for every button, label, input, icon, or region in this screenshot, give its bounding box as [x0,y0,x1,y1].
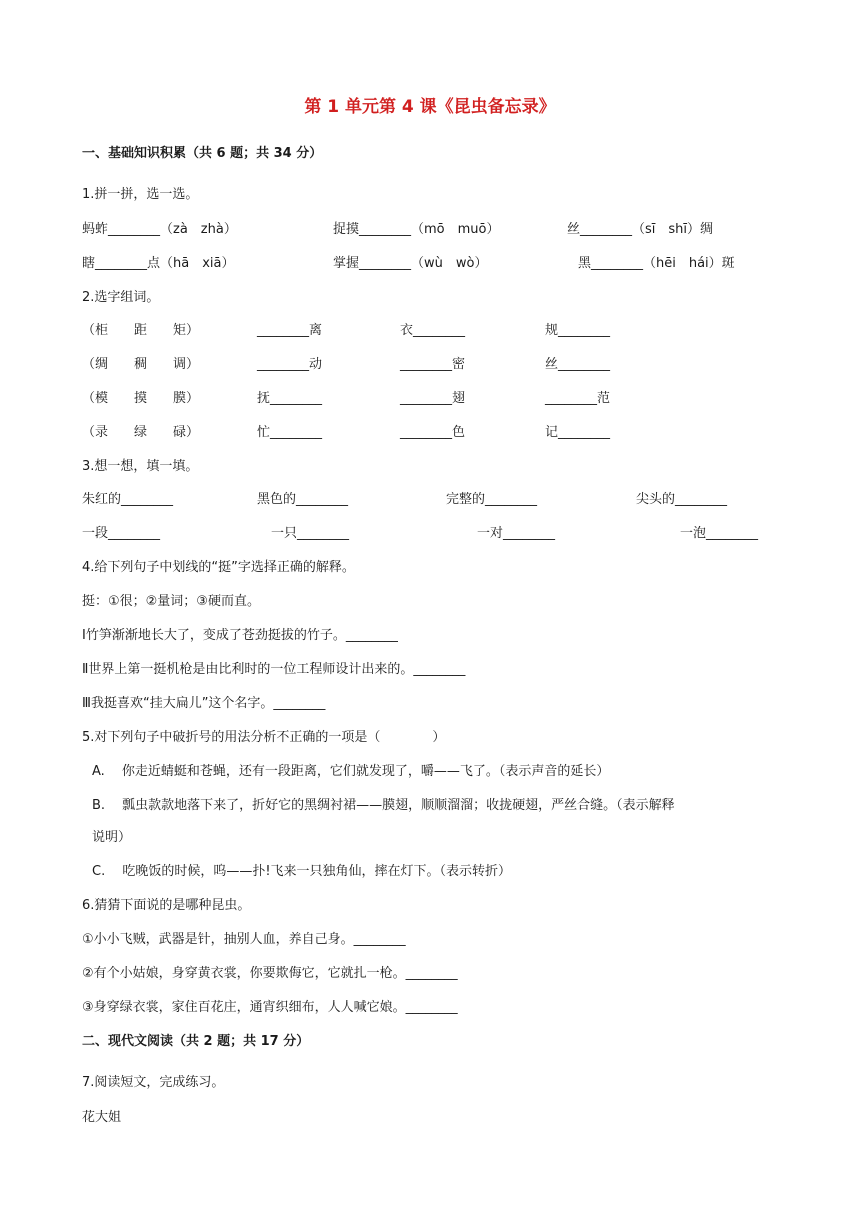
q2-choices: （录 绿 碌） [82,425,200,440]
q3-blank: 完整的________ [446,492,538,507]
q3-blank: 一对________ [477,526,556,541]
q1-item: 捉摸________（mō muō） [333,222,500,237]
section-heading-reading: 二、现代文阅读（共 2 题；共 17 分） [82,1034,310,1049]
q1-item: 瞎________点（hā xiā） [82,256,235,271]
question-2-prompt: 2.选字组词。 [82,290,160,305]
q6-riddle: ③身穿绿衣裳，家住百花庄，通宵织细布，人人喊它娘。________ [82,1000,458,1015]
q2-blank: ________翅 [400,391,466,406]
q2-choices: （柜 距 矩） [82,323,200,338]
q2-blank: 忙________ [257,425,323,440]
q4-sentence: Ⅲ我挺喜欢“挂大扁儿”这个名字。________ [82,696,326,711]
q2-blank: 丝________ [545,357,611,372]
q2-blank: ________范 [545,391,611,406]
q3-blank: 一段________ [82,526,161,541]
q2-blank: ________离 [257,323,323,338]
question-5-prompt: 5.对下列句子中破折号的用法分析不正确的一项是（ ） [82,730,446,745]
q2-blank: ________动 [257,357,323,372]
q5-option-b-cont: 说明） [92,830,132,845]
q5-option-a: A. 你走近蜻蜓和苍蝇，还有一段距离，它们就发现了，嚼——飞了。（表示声音的延长） [92,764,610,779]
q6-riddle: ①小小飞贼，武器是针，抽别人血，养自己身。________ [82,932,406,947]
question-3-prompt: 3.想一想，填一填。 [82,459,199,474]
q1-item: 蚂蚱________（zà zhà） [82,222,237,237]
passage-title: 花大姐 [82,1110,122,1125]
q4-sentence: Ⅰ竹笋渐渐地长大了，变成了苍劲挺拔的竹子。________ [82,628,398,643]
q2-blank: 记________ [545,425,611,440]
question-7-prompt: 7.阅读短文，完成练习。 [82,1075,225,1090]
q4-sentence: Ⅱ世界上第一挺机枪是由比利时的一位工程师设计出来的。________ [82,662,466,677]
q2-choices: （绸 稠 调） [82,357,200,372]
q1-item: 丝________（sī shī）绸 [567,222,714,237]
q5-option-b: B. 瓢虫款款地落下来了，折好它的黑绸衬裙——膜翅，顺顺溜溜；收拢硬翅，严丝合缝。（表示解释 [92,798,675,813]
q3-blank: 一只________ [271,526,350,541]
q1-item: 黑________（hēi hái）斑 [578,256,735,271]
q2-blank: 规________ [545,323,611,338]
q6-riddle: ②有个小姑娘，身穿黄衣裳，你要欺侮它，它就扎一枪。________ [82,966,458,981]
q2-choices: （模 摸 膜） [82,391,200,406]
q2-blank: 衣________ [400,323,466,338]
q3-blank: 黑色的________ [257,492,349,507]
q2-blank: ________密 [400,357,466,372]
lesson-title: 第 1 单元第 4 课《昆虫备忘录》 [304,97,556,117]
question-1-prompt: 1.拼一拼，选一选。 [82,187,199,202]
q1-item: 掌握________（wù wò） [333,256,488,271]
q3-blank: 一泡________ [680,526,759,541]
q3-blank: 尖头的________ [636,492,728,507]
question-6-prompt: 6.猜猜下面说的是哪种昆虫。 [82,898,251,913]
section-heading-basics: 一、基础知识积累（共 6 题；共 34 分） [82,146,323,161]
q2-blank: 抚________ [257,391,323,406]
q3-blank: 朱红的________ [82,492,174,507]
question-4-prompt: 4.给下列句子中划线的“挺”字选择正确的解释。 [82,560,355,575]
q5-option-c: C. 吃晚饭的时候，呜——扑!飞来一只独角仙，摔在灯下。（表示转折） [92,864,512,879]
q2-blank: ________色 [400,425,466,440]
q4-options: 挺：①很；②量词；③硬而直。 [82,594,260,609]
